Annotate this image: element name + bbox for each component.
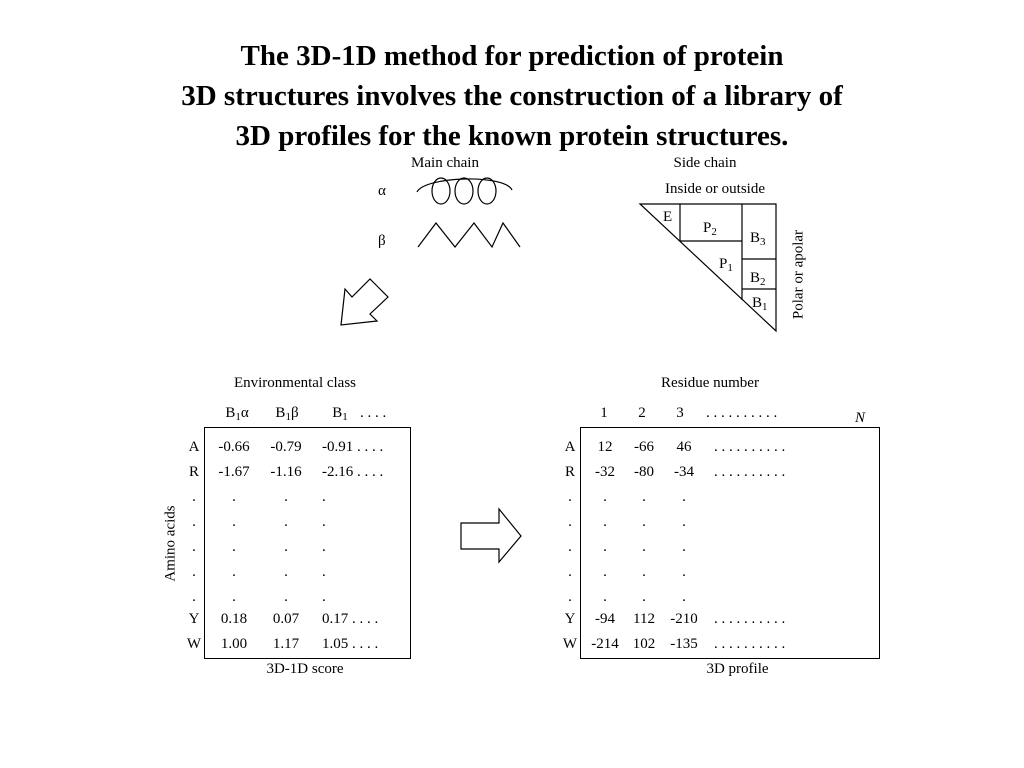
profile-cell: .: [642, 489, 646, 505]
profile-cell: .: [682, 564, 686, 580]
profile-cell: .: [642, 564, 646, 580]
profile-row-label: A: [564, 439, 576, 455]
score-row-label: W: [186, 636, 202, 652]
score-cell: -0.79: [270, 439, 302, 455]
profile-cell: .: [603, 589, 607, 605]
score-cell: .: [322, 539, 326, 555]
score-row-label: .: [192, 539, 196, 555]
alpha-helix-icon: [417, 178, 512, 204]
profile-cell: 112: [633, 611, 655, 627]
inside-outside-label: Inside or outside: [665, 181, 765, 197]
amino-acids-axis-label: Amino acids: [162, 505, 179, 582]
profile-col-header: 2: [638, 405, 646, 421]
beta-label: β: [378, 233, 386, 249]
score-row-label: A: [188, 439, 200, 455]
profile-col-ellipsis: . . . . . . . . . .: [706, 405, 778, 421]
score-cell: -0.91 . . . .: [322, 439, 384, 455]
profile-cell: 102: [632, 636, 656, 652]
score-cell: 1.00: [220, 636, 248, 652]
score-row-label: .: [192, 489, 196, 505]
score-cell: 1.17: [272, 636, 300, 652]
profile-cell: .: [682, 589, 686, 605]
profile-row-label: .: [568, 589, 572, 605]
profile-cell: . . . . . . . . . .: [714, 636, 786, 652]
residue-number-header: Residue number: [661, 375, 759, 391]
score-cell: .: [232, 564, 236, 580]
class-e-label: E: [663, 209, 673, 225]
score-cell: 1.05 . . . .: [322, 636, 379, 652]
score-cell: 0.18: [220, 611, 248, 627]
profile-row-label: W: [562, 636, 578, 652]
profile-cell: . . . . . . . . . .: [714, 439, 786, 455]
side-chain-label: Side chain: [673, 155, 737, 171]
profile-col-header: 3: [676, 405, 684, 421]
score-cell: .: [322, 514, 326, 530]
profile-cell: -210: [670, 611, 698, 627]
down-left-arrow-icon: [341, 279, 388, 325]
profile-col-header: 1: [600, 405, 608, 421]
profile-cell: .: [603, 564, 607, 580]
score-cell: .: [232, 539, 236, 555]
score-cell: .: [322, 589, 326, 605]
score-cell: 0.07: [272, 611, 300, 627]
profile-cell: -34: [674, 464, 694, 480]
profile-row-label: .: [568, 539, 572, 555]
profile-cell: . . . . . . . . . .: [714, 464, 786, 480]
profile-cell: -135: [670, 636, 698, 652]
main-chain-label: Main chain: [411, 155, 479, 171]
profile-cell: .: [642, 539, 646, 555]
score-cell: .: [322, 489, 326, 505]
right-arrow-icon: [461, 509, 521, 562]
title-line-3: 3D profiles for the known protein structures.: [235, 120, 789, 152]
profile-cell: .: [682, 514, 686, 530]
score-col-ellipsis: . . . .: [360, 405, 387, 421]
profile-row-label: R: [564, 464, 575, 480]
profile-row-label: .: [568, 489, 572, 505]
profile-cell: 46: [676, 439, 692, 455]
score-cell: .: [232, 514, 236, 530]
beta-strand-icon: [418, 223, 520, 247]
score-col-header: $B_1$: [332, 405, 348, 423]
alpha-label: α: [378, 183, 386, 199]
profile-row-label: .: [568, 564, 572, 580]
score-cell: -1.16: [270, 464, 302, 480]
profile-cell: .: [603, 489, 607, 505]
environmental-class-header: Environmental class: [233, 375, 357, 391]
profile-cell: 12: [597, 439, 613, 455]
score-cell: .: [232, 589, 236, 605]
score-cell: .: [232, 489, 236, 505]
score-row-label: .: [192, 514, 196, 530]
profile-cell: -32: [595, 464, 615, 480]
score-row-label: .: [192, 564, 196, 580]
title-line-2: 3D structures involves the construction of a library of: [181, 80, 843, 112]
score-cell: .: [284, 564, 288, 580]
profile-cell: .: [682, 539, 686, 555]
profile-table-footer: 3D profile: [706, 661, 769, 677]
score-col-header: $B_1\beta$: [275, 405, 299, 423]
score-cell: -1.67: [218, 464, 250, 480]
profile-cell: .: [642, 514, 646, 530]
score-row-label: .: [192, 589, 196, 605]
score-col-header: $B_1\alpha$: [225, 405, 249, 423]
score-cell: -2.16 . . . .: [322, 464, 384, 480]
score-table-footer: 3D-1D score: [266, 661, 344, 677]
title-line-1: The 3D-1D method for prediction of protein: [240, 40, 784, 72]
class-b3-label: $B_3$: [750, 230, 766, 248]
profile-cell: .: [603, 514, 607, 530]
profile-row-label: Y: [564, 611, 576, 627]
score-cell: .: [284, 539, 288, 555]
profile-cell: .: [603, 539, 607, 555]
score-row-label: R: [188, 464, 199, 480]
profile-cell: .: [682, 489, 686, 505]
score-cell: .: [284, 489, 288, 505]
score-cell: .: [284, 589, 288, 605]
n-label: N: [855, 410, 866, 426]
class-p1-label: $P_1$: [719, 256, 733, 274]
profile-row-label: .: [568, 514, 572, 530]
score-cell: -0.66: [218, 439, 250, 455]
class-p2-label: $P_2$: [703, 220, 717, 238]
class-b1-label: $B_1$: [752, 295, 768, 313]
score-cell: .: [284, 514, 288, 530]
score-cell: 0.17 . . . .: [322, 611, 379, 627]
class-b2-label: $B_2$: [750, 270, 766, 288]
profile-cell: . . . . . . . . . .: [714, 611, 786, 627]
profile-cell: -80: [634, 464, 654, 480]
score-cell: .: [322, 564, 326, 580]
profile-cell: -94: [595, 611, 615, 627]
profile-cell: -66: [634, 439, 654, 455]
profile-cell: .: [642, 589, 646, 605]
polar-apolar-label: Polar or apolar: [790, 229, 807, 320]
score-row-label: Y: [188, 611, 200, 627]
profile-cell: -214: [591, 636, 619, 652]
